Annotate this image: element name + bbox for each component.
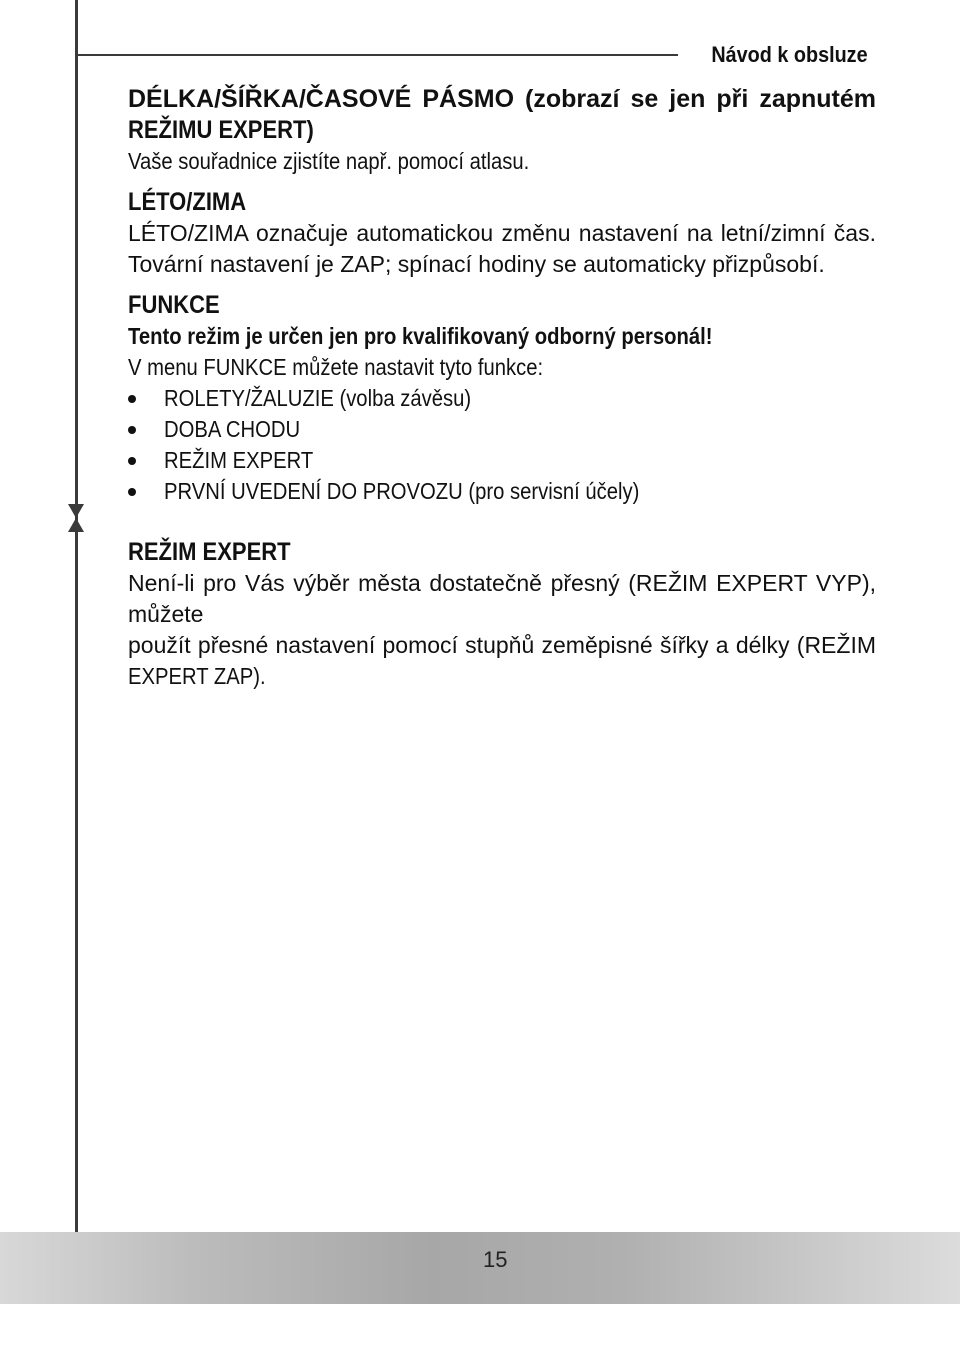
summer-winter-line1: LÉTO/ZIMA označuje automatickou změnu nastavení na letní/zimní čas. <box>128 220 876 246</box>
functions-warning-text: Tento režim je určen jen pro kvalifikovaný odborný personál! <box>128 323 713 349</box>
bullet-icon <box>128 395 136 403</box>
expert-mode-heading-text: REŽIM EXPERT <box>128 538 291 566</box>
list-item <box>128 445 876 476</box>
bullet-icon <box>128 488 136 496</box>
bullet-icon <box>128 457 136 465</box>
arrow-down-icon <box>68 504 84 518</box>
location-heading-line1: DÉLKA/ŠÍŘKA/ČASOVÉ PÁSMO (zobrazí se jen při zapnutém <box>128 85 876 113</box>
functions-intro-text: V menu FUNKCE můžete nastavit tyto funkce: <box>128 354 544 380</box>
bullet-icon <box>128 426 136 434</box>
functions-heading-text: FUNKCE <box>128 291 220 319</box>
header-rule <box>78 54 678 56</box>
page-number: 15 <box>483 1247 508 1272</box>
arrow-up-icon <box>68 518 84 532</box>
location-text <box>128 146 876 177</box>
expert-mode-line3-text: EXPERT ZAP). <box>128 663 266 689</box>
functions-heading <box>128 290 876 321</box>
list-item <box>128 476 876 507</box>
margin-vertical-rule <box>75 0 78 1232</box>
expert-mode-line1: Není-li pro Vás výběr města dostatečně přesný (REŽIM EXPERT VYP), můžete <box>128 570 876 627</box>
summer-winter-heading-text: LÉTO/ZIMA <box>128 188 247 216</box>
list-item-label: DOBA CHODU <box>164 416 301 442</box>
location-text-content: Vaše souřadnice zjistíte např. pomocí atlasu. <box>128 148 530 174</box>
summer-winter-heading <box>128 187 876 218</box>
footer-band <box>0 1232 960 1304</box>
list-item-label: REŽIM EXPERT <box>164 447 314 473</box>
page-content <box>128 84 876 692</box>
list-item-label: ROLETY/ŽALUZIE (volba závěsu) <box>164 385 472 411</box>
list-item-label: PRVNÍ UVEDENÍ DO PROVOZU (pro servisní účely) <box>164 478 640 504</box>
functions-warning <box>128 321 876 352</box>
header-title: Návod k obsluze <box>711 42 868 67</box>
expert-mode-line3 <box>128 661 876 692</box>
expert-mode-line2: použít přesné nastavení pomocí stupňů zeměpisné šířky a délky (REŽIM <box>128 632 876 658</box>
summer-winter-line2: Tovární nastavení je ZAP; spínací hodiny se automaticky přizpůsobí. <box>128 251 825 277</box>
functions-intro <box>128 352 876 383</box>
expert-mode-heading <box>128 537 876 568</box>
list-item <box>128 414 876 445</box>
location-heading-line2 <box>128 115 876 146</box>
list-item <box>128 383 876 414</box>
location-heading-line2-text: REŽIMU EXPERT) <box>128 116 314 144</box>
